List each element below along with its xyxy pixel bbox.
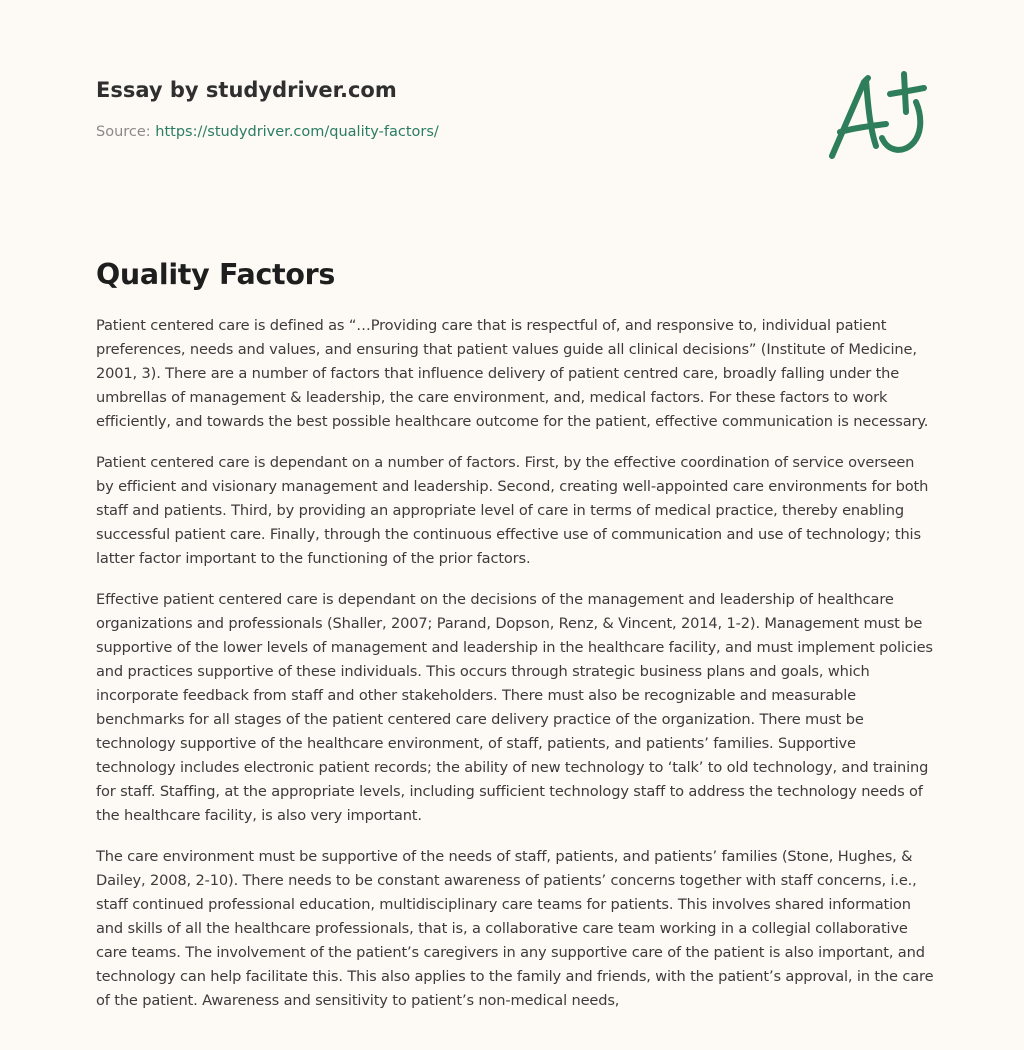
- paragraph: Patient centered care is dependant on a number of factors. First, by the effective coordination of service overseen by efficient and visionary management and leadership. Second, creating well-appointed care environments for both staff and patients. Third, by providing an appropriate level of care in terms of medical practice, thereby enabling successful patient care. Finally, through the continuous effective use of communication and use of technology; this latter factor important to the functioning of the prior factors.: [96, 454, 929, 567]
- source-link[interactable]: https://studydriver.com/quality-factors/: [155, 124, 439, 140]
- page-header: [96, 76, 439, 142]
- paragraph: The care environment must be supportive of the needs of staff, patients, and patients’ families (Stone, Hughes, & Dailey, 2008, 2-10). There needs to be constant awareness of patients’ concerns together with staff concerns, i.e., staff continued professional education, multidisciplinary care teams for patients. This involves shared information and skills of all the healthcare professionals, that is, a collaborative care team working in a collegial collaborative care teams. The involvement of the patient’s caregivers in any supportive care of the patient is also important, and technology can help facilitate this. This also applies to the family and friends, with the patient’s approval, in the care of the patient. Awareness and sensitivity to patient’s non-medical needs,: [96, 848, 934, 1009]
- document-body: [96, 314, 936, 1030]
- paragraph: Effective patient centered care is dependant on the decisions of the management and leadership of healthcare organizations and professionals (Shaller, 2007; Parand, Dopson, Renz, & Vincent, 2014, 1-2). Management must be supportive of the lower levels of management and leadership in the healthcare facility, and must implement policies and practices supportive of these individuals. This occurs through strategic business plans and goals, which incorporate feedback from staff and other stakeholders. There must also be recognizable and measurable benchmarks for all stages of the patient centered care delivery practice of the organization. There must be technology supportive of the healthcare environment, of staff, patients, and patients’ families. Supportive technology includes electronic patient records; the ability of new technology to ‘talk’ to old technology, and training for staff. Staffing, at the appropriate levels, including sufficient technology staff to address the technology needs of the healthcare facility, is also very important.: [96, 591, 933, 824]
- a-plus-grade-icon: [818, 66, 930, 166]
- source-line: [96, 122, 439, 142]
- document-title: Quality Factors: [96, 258, 336, 291]
- site-title: Essay by studydriver.com: [96, 78, 397, 102]
- paragraph: Patient centered care is defined as “…Providing care that is respectful of, and responsive to, individual patient preferences, needs and values, and ensuring that patient values guide all clinical decisions” (Institute of Medicine, 2001, 3). There are a number of factors that influence delivery of patient centred care, broadly falling under the umbrellas of management & leadership, the care environment, and, medical factors. For these factors to work efficiently, and towards the best possible healthcare outcome for the patient, effective communication is necessary.: [96, 317, 929, 430]
- source-label: Source:: [96, 124, 151, 140]
